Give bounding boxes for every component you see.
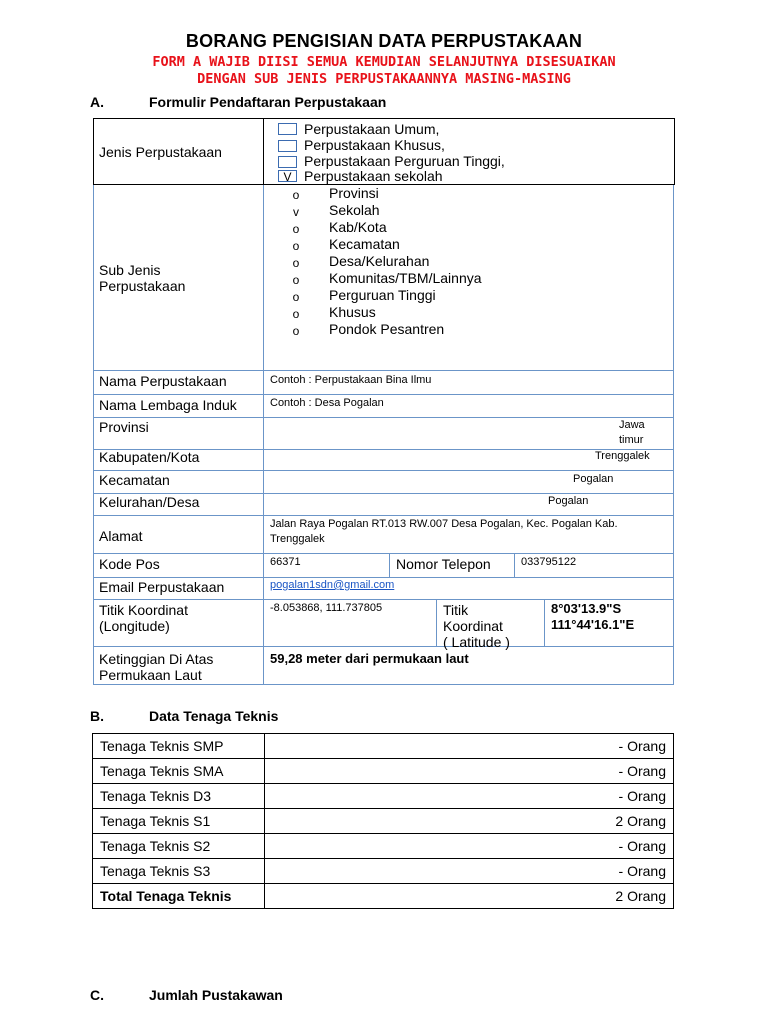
ketinggian-label-line1: Ketinggian Di Atas	[99, 651, 214, 667]
tenaga-teknis-count[interactable]: - Orang	[265, 834, 674, 859]
provinsi-value-line2[interactable]: timur	[619, 434, 644, 446]
sub-option-desa: Desa/Kelurahan	[329, 253, 430, 269]
longitude-label-line1: Titik Koordinat	[99, 602, 188, 618]
tenaga-teknis-table	[92, 733, 674, 909]
section-b-heading	[90, 708, 278, 724]
table-row	[93, 784, 674, 809]
table-row	[93, 809, 674, 834]
sub-option-kabkota: Kab/Kota	[329, 219, 387, 235]
section-c-heading	[90, 987, 283, 1003]
sub-mark-provinsi[interactable]: o	[292, 188, 300, 202]
sub-option-khusus: Khusus	[329, 304, 376, 320]
tenaga-teknis-count[interactable]: - Orang	[265, 784, 674, 809]
tenaga-teknis-name: Tenaga Teknis S3	[93, 859, 265, 884]
table-row	[93, 859, 674, 884]
checkbox-umum[interactable]	[278, 123, 297, 135]
ketinggian-label-line2: Permukaan Laut	[99, 667, 202, 683]
latitude-label-line2: Koordinat	[443, 618, 503, 634]
longitude-label-line2: (Longitude)	[99, 618, 170, 634]
section-c-letter: C.	[90, 987, 104, 1003]
section-c-title: Jumlah Pustakawan	[149, 987, 283, 1003]
telepon-label: Nomor Telepon	[396, 556, 491, 572]
kabupaten-value[interactable]: Trenggalek	[595, 450, 650, 462]
section-b-letter: B.	[90, 708, 104, 724]
checkbox-khusus[interactable]	[278, 140, 297, 152]
instruction-line-1: FORM A WAJIB DIISI SEMUA KEMUDIAN SELANJUTNYA DISESUAIKAN	[152, 54, 616, 70]
ketinggian-value[interactable]: 59,28 meter dari permukaan laut	[270, 651, 469, 666]
sub-mark-komunitas[interactable]: o	[292, 273, 300, 287]
option-umum: Perpustakaan Umum,	[304, 121, 440, 137]
sub-mark-kabkota[interactable]: o	[292, 222, 300, 236]
sub-mark-sekolah[interactable]: v	[293, 205, 299, 219]
sub-jenis-label: Sub Jenis Perpustakaan	[99, 262, 186, 294]
nama-perpustakaan-label: Nama Perpustakaan	[99, 373, 227, 389]
alamat-value-line2[interactable]: Trenggalek	[270, 533, 325, 545]
kode-pos-value[interactable]: 66371	[270, 556, 301, 568]
kelurahan-label: Kelurahan/Desa	[99, 494, 200, 510]
option-sekolah: Perpustakaan sekolah	[304, 168, 443, 184]
sub-option-kecamatan: Kecamatan	[329, 236, 400, 252]
provinsi-label: Provinsi	[99, 419, 149, 435]
alamat-value-line1[interactable]: Jalan Raya Pogalan RT.013 RW.007 Desa Pogalan, Kec. Pogalan Kab.	[270, 518, 618, 530]
tenaga-teknis-name: Tenaga Teknis D3	[93, 784, 265, 809]
table-row	[93, 734, 674, 759]
email-link[interactable]: pogalan1sdn@gmail.com	[270, 579, 395, 591]
table-row	[93, 834, 674, 859]
checkbox-sekolah[interactable]: V	[278, 170, 297, 182]
total-tenaga-teknis-label: Total Tenaga Teknis	[93, 884, 265, 909]
telepon-value[interactable]: 033795122	[521, 556, 577, 568]
latitude-label-line3: ( Latitude )	[443, 634, 510, 650]
kabupaten-label: Kabupaten/Kota	[99, 449, 200, 465]
checkbox-perguruan-tinggi[interactable]	[278, 156, 297, 168]
kecamatan-value[interactable]: Pogalan	[573, 473, 614, 485]
latitude-label-line1: Titik	[443, 602, 469, 618]
kode-pos-label: Kode Pos	[99, 556, 160, 572]
section-b-title: Data Tenaga Teknis	[149, 708, 279, 724]
table-row	[93, 759, 674, 784]
jenis-perpustakaan-label: Jenis Perpustakaan	[99, 144, 222, 160]
document-title: BORANG PENGISIAN DATA PERPUSTAKAAN	[185, 31, 583, 51]
sub-mark-khusus[interactable]: o	[292, 307, 300, 321]
sub-mark-perguruan-tinggi[interactable]: o	[292, 290, 300, 304]
sub-mark-desa[interactable]: o	[292, 256, 300, 270]
sub-option-pondok: Pondok Pesantren	[329, 321, 445, 337]
tenaga-teknis-count[interactable]: 2 Orang	[265, 809, 674, 834]
section-a-title: Formulir Pendaftaran Perpustakaan	[149, 94, 387, 110]
sub-option-sekolah: Sekolah	[329, 202, 380, 218]
section-a-heading	[90, 94, 386, 110]
nama-lembaga-value[interactable]: Contoh : Desa Pogalan	[270, 397, 384, 409]
total-row	[93, 884, 674, 909]
instruction-line-2: DENGAN SUB JENIS PERPUSTAKAANNYA MASING-MASING	[197, 71, 571, 87]
latitude-value-line1[interactable]: 8°03'13.9"S	[551, 601, 622, 616]
tenaga-teknis-count[interactable]: - Orang	[265, 734, 674, 759]
tenaga-teknis-count[interactable]: - Orang	[265, 859, 674, 884]
option-khusus: Perpustakaan Khusus,	[304, 137, 445, 153]
option-perguruan-tinggi: Perpustakaan Perguruan Tinggi,	[304, 153, 505, 169]
section-a-letter: A.	[90, 94, 104, 110]
tenaga-teknis-name: Tenaga Teknis SMA	[93, 759, 265, 784]
sub-option-komunitas: Komunitas/TBM/Lainnya	[329, 270, 482, 286]
email-label: Email Perpustakaan	[99, 579, 225, 595]
tenaga-teknis-name: Tenaga Teknis S1	[93, 809, 265, 834]
longitude-value[interactable]: -8.053868, 111.737805	[270, 602, 383, 614]
total-tenaga-teknis-count[interactable]: 2 Orang	[265, 884, 674, 909]
sub-option-perguruan-tinggi: Perguruan Tinggi	[329, 287, 436, 303]
kelurahan-value[interactable]: Pogalan	[548, 495, 589, 507]
provinsi-value-line1[interactable]: Jawa	[619, 419, 645, 431]
tenaga-teknis-count[interactable]: - Orang	[265, 759, 674, 784]
tenaga-teknis-name: Tenaga Teknis S2	[93, 834, 265, 859]
sub-option-provinsi: Provinsi	[329, 185, 379, 201]
kecamatan-label: Kecamatan	[99, 472, 170, 488]
alamat-label: Alamat	[99, 528, 143, 544]
nama-lembaga-label: Nama Lembaga Induk	[99, 397, 237, 413]
latitude-value-line2[interactable]: 111°44'16.1"E	[551, 617, 635, 632]
sub-mark-pondok[interactable]: o	[292, 324, 300, 338]
nama-perpustakaan-value[interactable]: Contoh : Perpustakaan Bina Ilmu	[270, 374, 432, 386]
sub-mark-kecamatan[interactable]: o	[292, 239, 300, 253]
tenaga-teknis-name: Tenaga Teknis SMP	[93, 734, 265, 759]
